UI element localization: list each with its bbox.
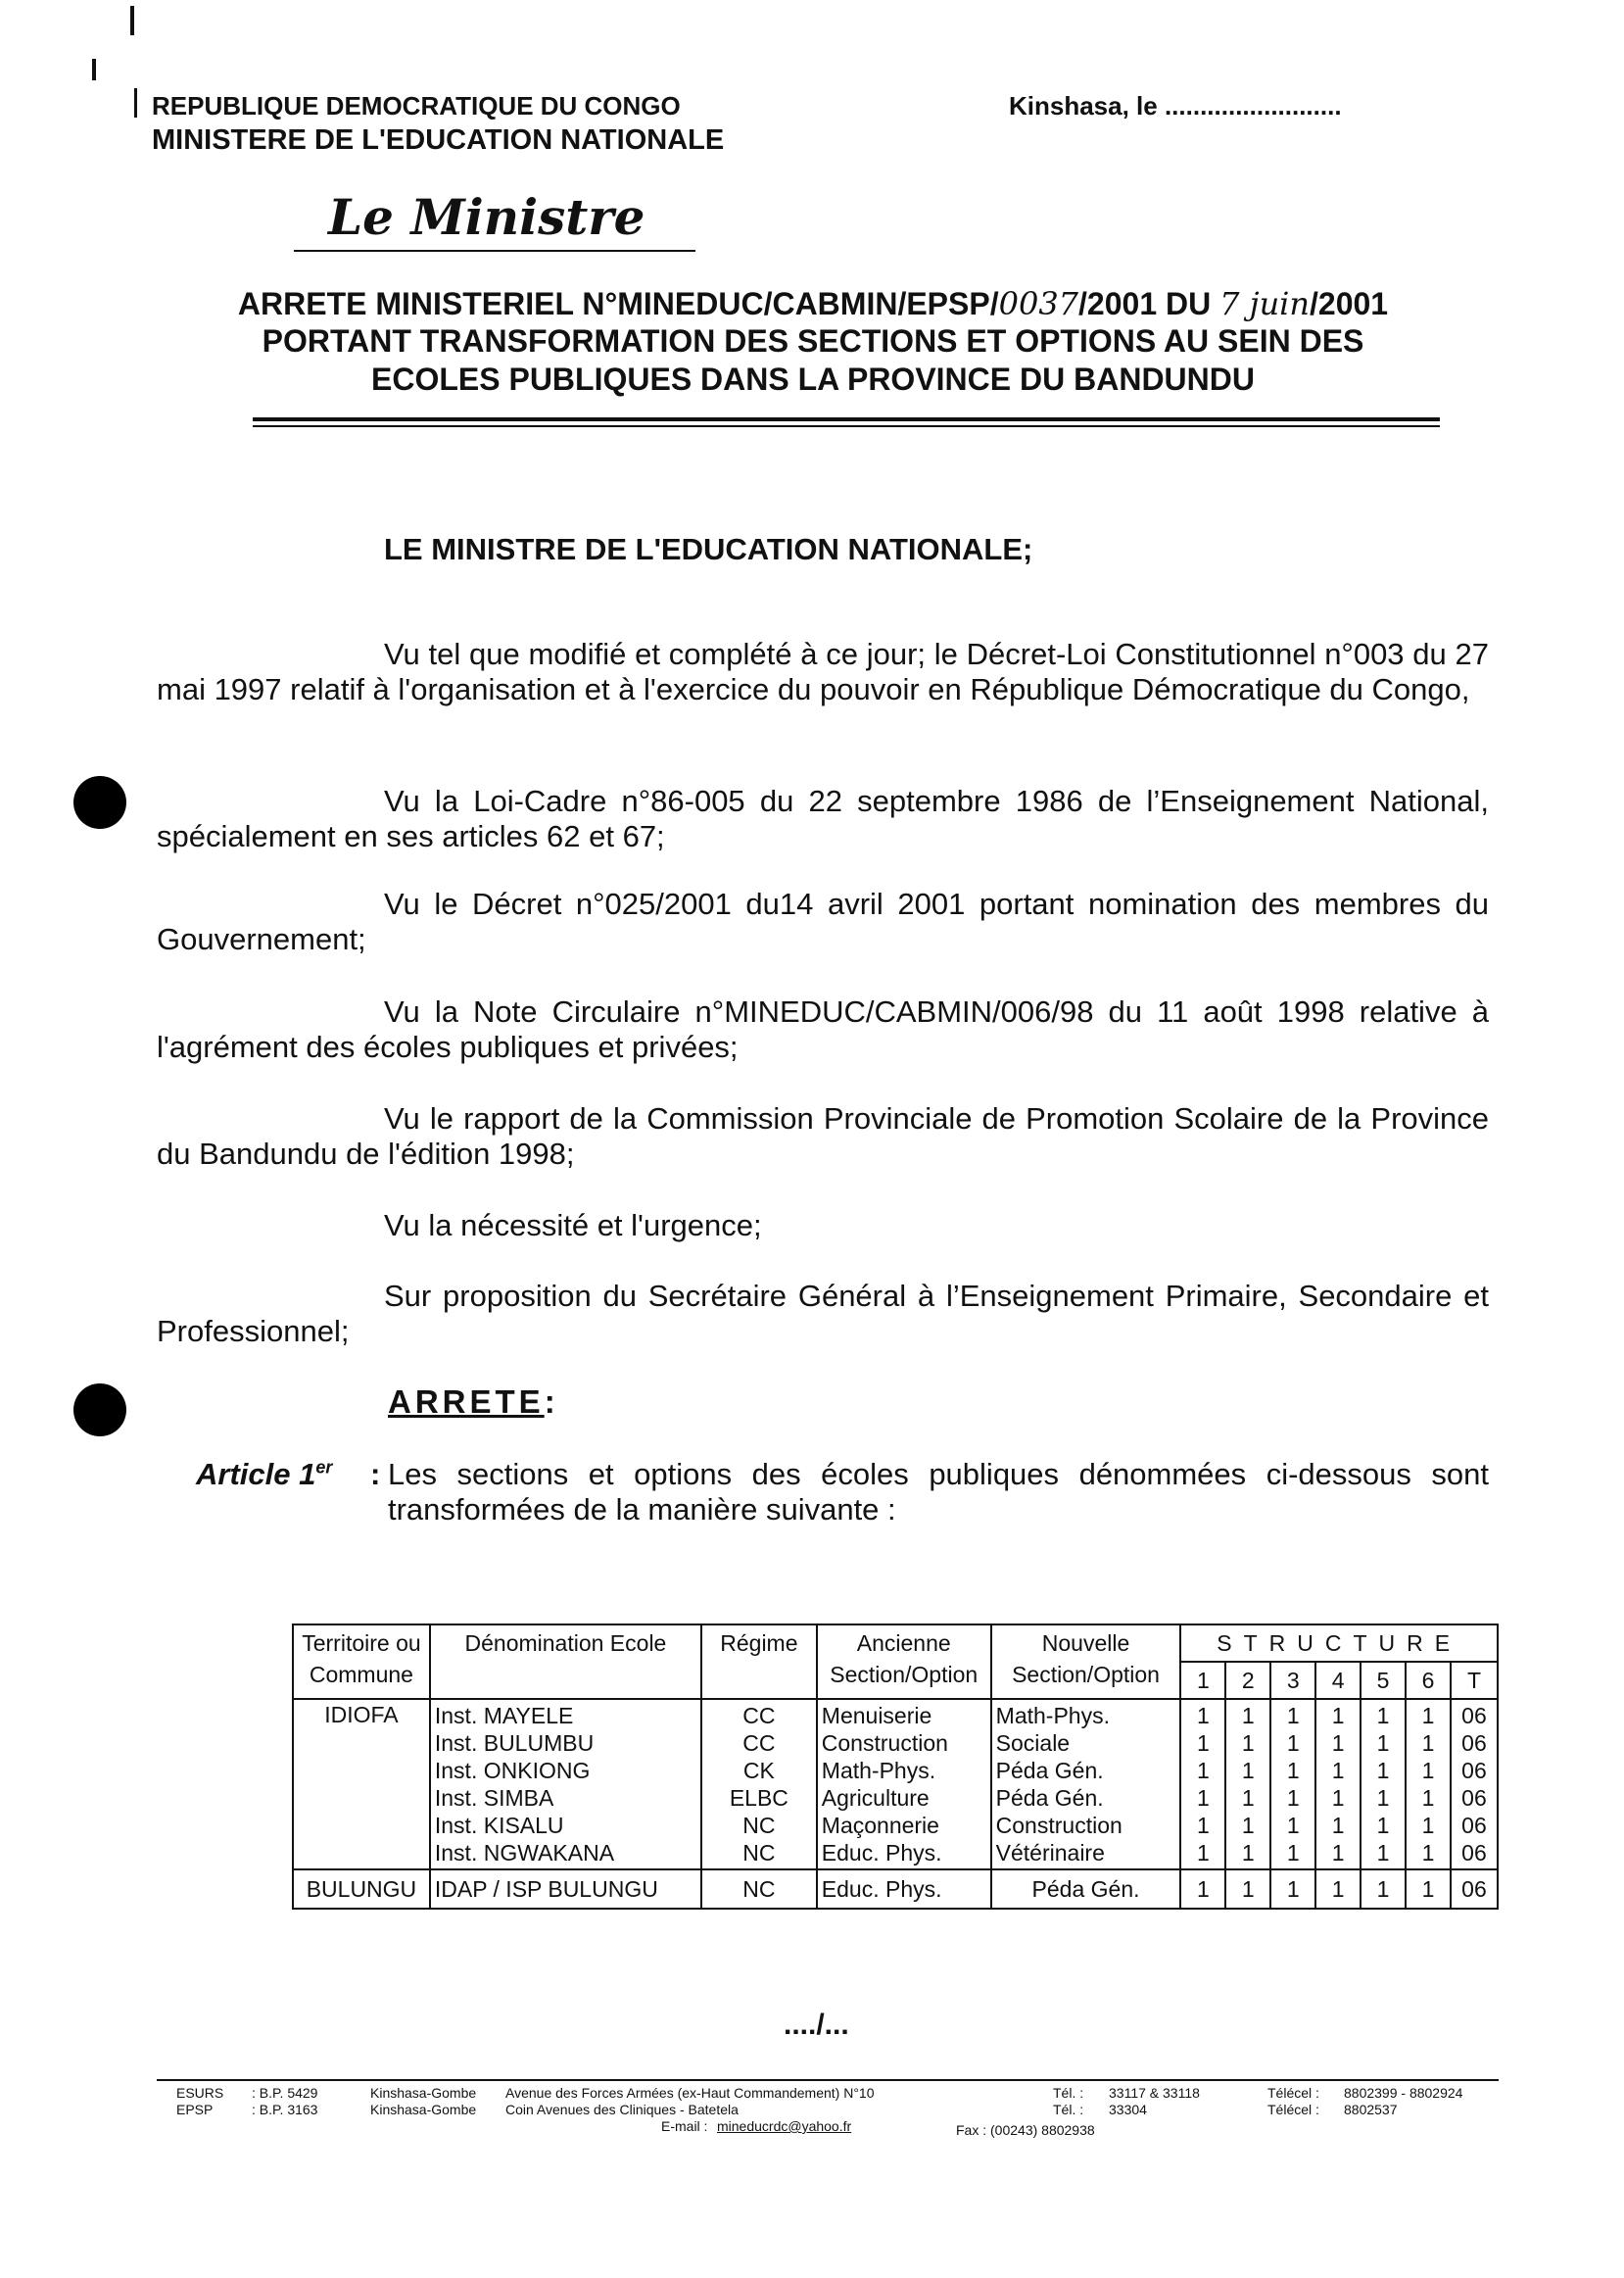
- col-structure-4: 4: [1315, 1662, 1361, 1699]
- ecole-cell: Inst. MAYELE Inst. BULUMBU Inst. ONKIONG Inst. SIMBA Inst. KISALU Inst. NGWAKANA: [430, 1699, 701, 1869]
- nouvelle-cell: Péda Gén.: [991, 1869, 1181, 1909]
- punch-hole-mark: [73, 1383, 126, 1436]
- footer-rule: [157, 2079, 1499, 2081]
- consideration: Vu le Décret n°025/2001 du14 avril 2001 portant nomination des membres du Gouvernement;: [157, 887, 1489, 956]
- consideration: Sur proposition du Secrétaire Général à l’Enseignement Primaire, Secondaire et Professionnel;: [157, 1279, 1489, 1348]
- article-1-label: Article 1er: [196, 1457, 333, 1491]
- structure-4-cell: 1: [1315, 1869, 1361, 1909]
- territoire-cell: BULUNGU: [293, 1869, 430, 1909]
- structure-3-cell: 1: [1270, 1869, 1315, 1909]
- title-rule: [253, 417, 1440, 421]
- footer-code: EPSP: [176, 2102, 214, 2117]
- ancienne-cell: Menuiserie Construction Math-Phys. Agriculture Maçonnerie Educ. Phys.: [817, 1699, 991, 1869]
- footer-place: Kinshasa-Gombe: [370, 2102, 477, 2117]
- place-date: Kinshasa, le .........................: [1009, 91, 1342, 121]
- footer-bp: : B.P. 5429: [252, 2085, 318, 2101]
- col-nouvelle: Nouvelle Section/Option: [991, 1624, 1181, 1699]
- consideration: Vu tel que modifié et complété à ce jour; le Décret-Loi Constitutionnel n°003 du 27 mai 1997 relatif à l'organisation et à l'exercice du pouvoir en République Démocratique du Congo,: [157, 637, 1489, 706]
- ancienne-cell: Educ. Phys.: [817, 1869, 991, 1909]
- ministry-name: MINISTERE DE L'EDUCATION NATIONALE: [152, 124, 725, 156]
- structure-6-cell: 1: [1406, 1869, 1451, 1909]
- punch-hole-mark: [73, 776, 126, 829]
- decree-number: 0037: [998, 285, 1079, 322]
- structure-1-cell: 1: [1180, 1869, 1225, 1909]
- col-structure-6: 6: [1406, 1662, 1451, 1699]
- consideration: Vu la nécessité et l'urgence;: [384, 1208, 762, 1242]
- structure-4-cell: 1 1 1 1 1 1: [1315, 1699, 1361, 1869]
- footer-tel-label: Tél. :: [1053, 2085, 1084, 2101]
- footer-code: ESURS: [176, 2085, 224, 2101]
- nouvelle-cell: Math-Phys. Sociale Péda Gén. Péda Gén. Construction Vétérinaire: [991, 1699, 1181, 1869]
- structure-5-cell: 1: [1361, 1869, 1406, 1909]
- arrete-heading: ARRETE:: [388, 1383, 555, 1420]
- territoire-cell: IDIOFA: [293, 1699, 430, 1869]
- structure-2-cell: 1: [1225, 1869, 1270, 1909]
- minister-heading: LE MINISTRE DE L'EDUCATION NATIONALE;: [384, 532, 1033, 566]
- decree-title-line3: ECOLES PUBLIQUES DANS LA PROVINCE DU BANDUNDU: [371, 361, 1255, 397]
- footer: [176, 2085, 1499, 2144]
- footer-address: Avenue des Forces Armées (ex-Haut Commandement) N°10: [505, 2085, 875, 2101]
- decree-day: 7 juin: [1219, 285, 1311, 322]
- footer-tel: 33304: [1109, 2102, 1147, 2117]
- structure-total-cell: 06: [1451, 1869, 1498, 1909]
- table-row-group-bulungu: [293, 1869, 1498, 1909]
- col-territoire: Territoire ou Commune: [293, 1624, 430, 1699]
- scan-mark: [92, 59, 96, 80]
- footer-bp: : B.P. 3163: [252, 2102, 318, 2117]
- footer-address: Coin Avenues des Cliniques - Batetela: [505, 2102, 739, 2117]
- article-1-text: Les sections et options des écoles publiques dénommées ci-dessous sont transformées de la manière suivante :: [388, 1457, 1489, 1527]
- structure-3-cell: 1 1 1 1 1 1: [1270, 1699, 1315, 1869]
- col-ancienne: Ancienne Section/Option: [817, 1624, 991, 1699]
- article-1-colon: :: [370, 1457, 381, 1491]
- footer-telecel-label: Télécel :: [1267, 2102, 1319, 2117]
- title-rule-thin: [253, 425, 1440, 427]
- structure-5-cell: 1 1 1 1 1 1: [1361, 1699, 1406, 1869]
- schools-table: [292, 1624, 1499, 1910]
- continuation-mark: ..../...: [784, 2009, 849, 2041]
- regime-cell: NC: [701, 1869, 817, 1909]
- minister-title: Le Ministre: [328, 188, 645, 246]
- decree-title: [147, 285, 1479, 398]
- col-structure: STRUCTURE: [1180, 1624, 1498, 1662]
- country-name: REPUBLIQUE DEMOCRATIQUE DU CONGO: [152, 91, 681, 121]
- footer-place: Kinshasa-Gombe: [370, 2085, 477, 2101]
- footer-telecel-label: Télécel :: [1267, 2085, 1319, 2101]
- scan-mark: [134, 88, 137, 118]
- footer-telecel: 8802399 - 8802924: [1344, 2085, 1463, 2101]
- col-structure-5: 5: [1361, 1662, 1406, 1699]
- decree-title-line1: ARRETE MINISTERIEL N°MINEDUC/CABMIN/EPSP/0037/2001 DU 7 juin/2001: [237, 285, 1389, 322]
- table-row-group-idiofa: [293, 1699, 1498, 1869]
- structure-6-cell: 1 1 1 1 1 1: [1406, 1699, 1451, 1869]
- col-structure-total: T: [1451, 1662, 1498, 1699]
- footer-fax: Fax : (00243) 8802938: [956, 2122, 1095, 2138]
- ecole-cell: IDAP / ISP BULUNGU: [430, 1869, 701, 1909]
- structure-2-cell: 1 1 1 1 1 1: [1225, 1699, 1270, 1869]
- col-denomination: Dénomination Ecole: [430, 1624, 701, 1699]
- consideration: Vu la Note Circulaire n°MINEDUC/CABMIN/006/98 du 11 août 1998 relative à l'agrément des écoles publiques et privées;: [157, 994, 1489, 1064]
- regime-cell: CC CC CK ELBC NC NC: [701, 1699, 817, 1869]
- col-structure-3: 3: [1270, 1662, 1315, 1699]
- footer-email-label: E-mail :: [661, 2118, 708, 2134]
- footer-tel-label: Tél. :: [1053, 2102, 1084, 2117]
- consideration: Vu le rapport de la Commission Provinciale de Promotion Scolaire de la Province du Bandundu de l'édition 1998;: [157, 1101, 1489, 1171]
- signature-line: [294, 250, 695, 252]
- footer-telecel: 8802537: [1344, 2102, 1398, 2117]
- footer-tel: 33117 & 33118: [1109, 2085, 1200, 2101]
- structure-1-cell: 1 1 1 1 1 1: [1180, 1699, 1225, 1869]
- col-structure-1: 1: [1180, 1662, 1225, 1699]
- consideration: Vu la Loi-Cadre n°86-005 du 22 septembre 1986 de l’Enseignement National, spécialement en ses articles 62 et 67;: [157, 784, 1489, 853]
- col-regime: Régime: [701, 1624, 817, 1699]
- col-structure-2: 2: [1225, 1662, 1270, 1699]
- footer-email-link[interactable]: mineducrdc@yahoo.fr: [717, 2118, 852, 2134]
- scan-mark: [130, 6, 134, 35]
- table-header-row: [293, 1624, 1498, 1662]
- decree-title-line2: PORTANT TRANSFORMATION DES SECTIONS ET OPTIONS AU SEIN DES: [262, 323, 1364, 360]
- structure-total-cell: 06 06 06 06 06 06: [1451, 1699, 1498, 1869]
